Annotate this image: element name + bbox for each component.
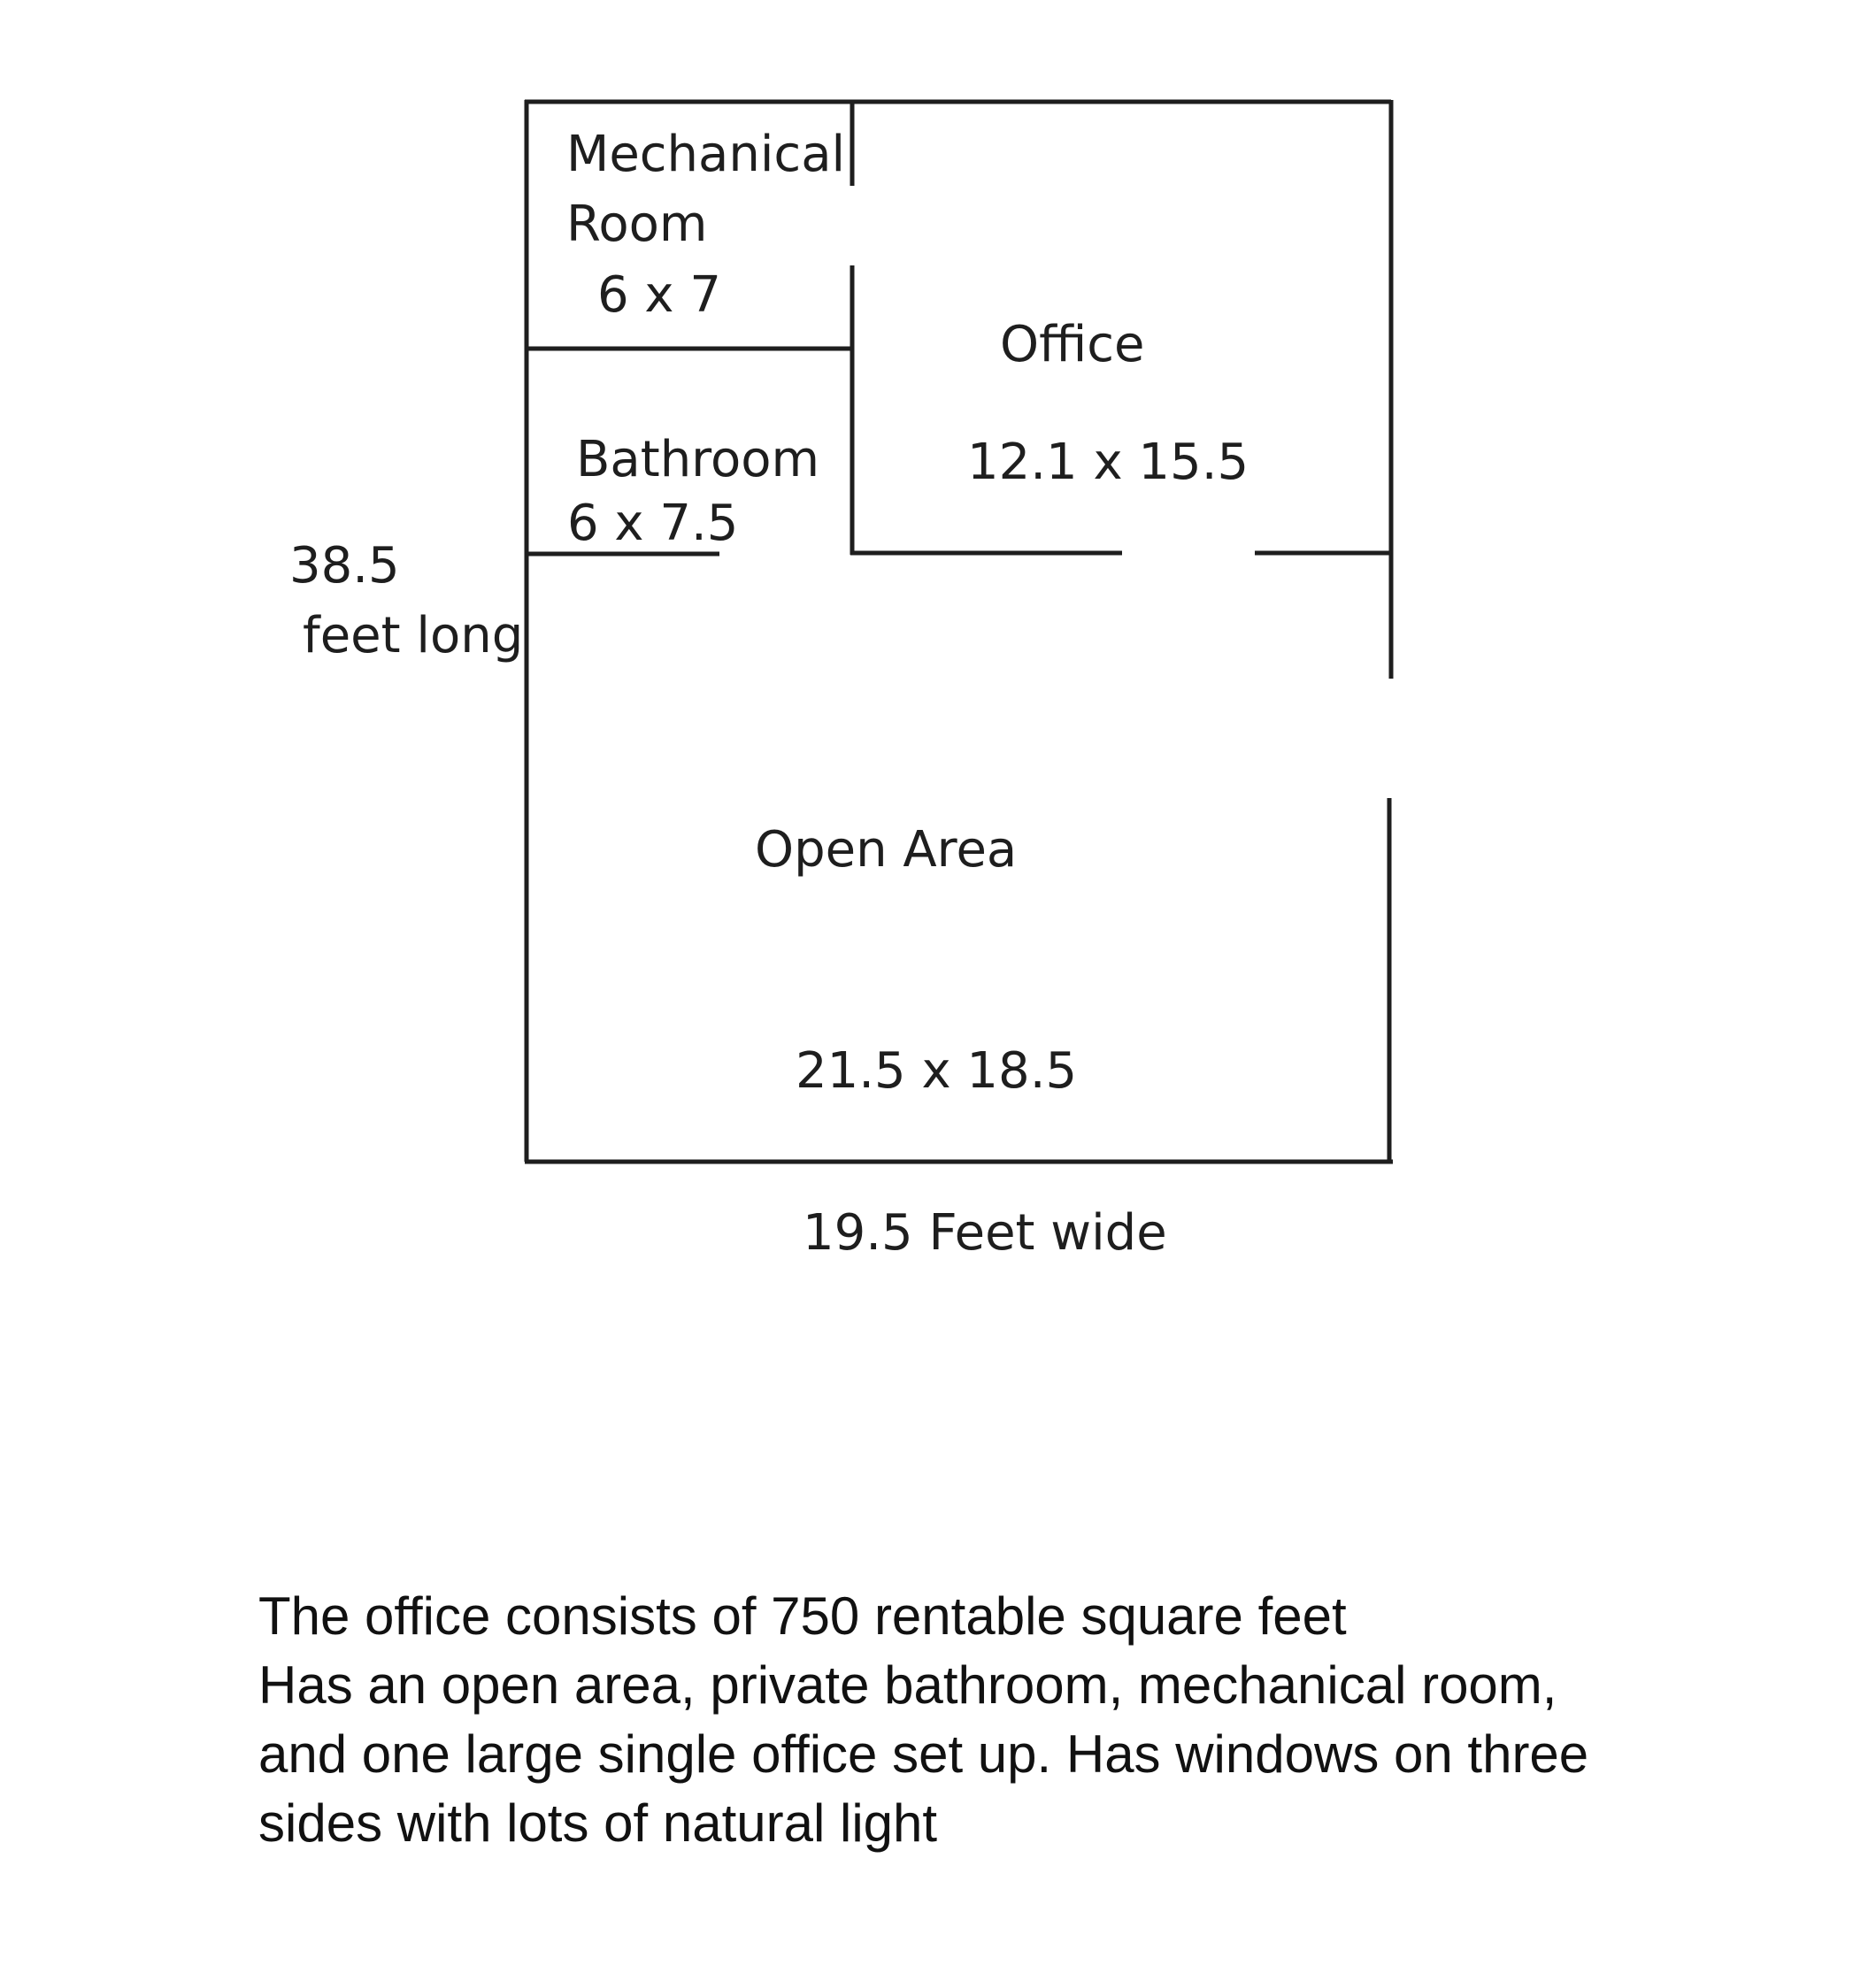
description-line-1: The office consists of 750 rentable square feet <box>258 1586 1347 1646</box>
overall-width-label: 19.5 Feet wide <box>803 1204 1167 1262</box>
office-label: Office <box>1000 316 1145 373</box>
open-area-label: Open Area <box>755 821 1018 879</box>
overall-length-value: 38.5 <box>289 537 400 595</box>
mechanical-room-dimensions: 6 x 7 <box>597 266 721 324</box>
description-line-3: and one large single office set up. Has windows on three <box>258 1724 1589 1784</box>
overall-length-unit: feet long <box>303 607 524 664</box>
office-dimensions: 12.1 x 15.5 <box>967 434 1249 491</box>
mechanical-room-label-line1: Mechanical <box>566 126 846 183</box>
property-description <box>258 1582 1816 1858</box>
open-area-dimensions: 21.5 x 18.5 <box>796 1042 1078 1100</box>
description-line-4: sides with lots of natural light <box>258 1793 938 1853</box>
description-line-2: Has an open area, private bathroom, mechanical room, <box>258 1655 1557 1715</box>
bathroom-label: Bathroom <box>576 431 820 488</box>
outer-walls <box>525 100 1393 1163</box>
mechanical-room-label-line2: Room <box>566 196 708 253</box>
bathroom-dimensions: 6 x 7.5 <box>567 495 739 552</box>
